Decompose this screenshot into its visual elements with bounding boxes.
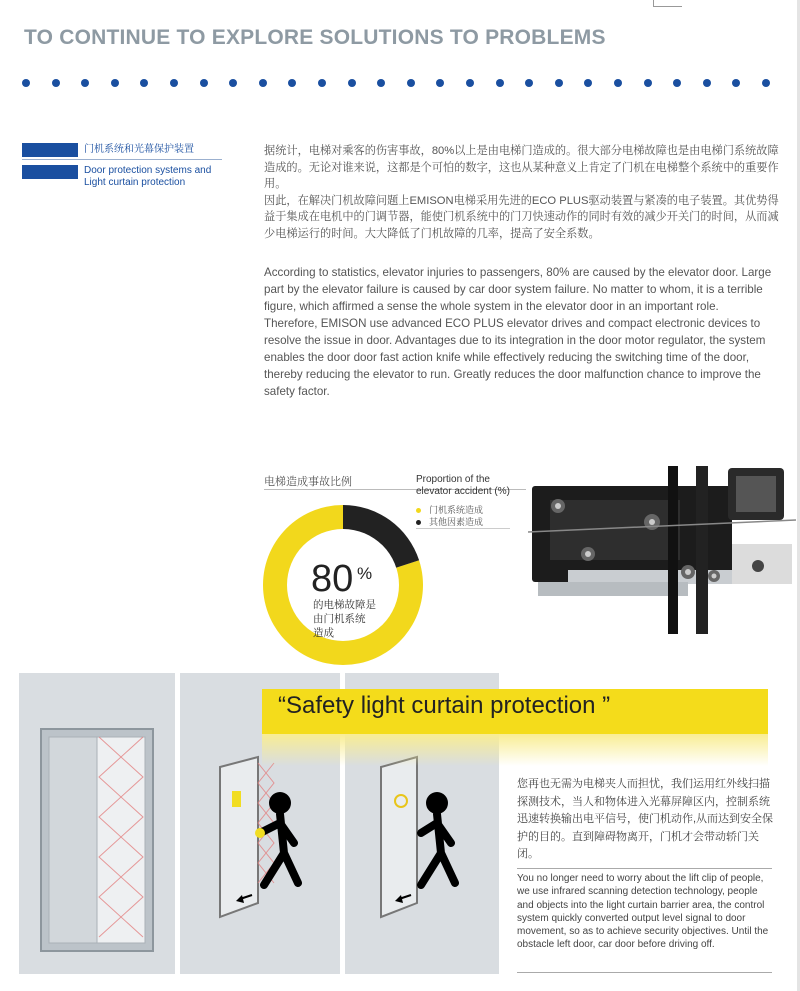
intro-cn-paragraph-1: 据统计，电梯对乘客的伤害事故，80%以上是由电梯门造成的。很大部分电梯故障也是由电梯门系统故障造成的。无论对谁来说，这都是个可怕的数字，这也从某种意义上肯定了门机在电梯整个系统中的重要作用。 <box>264 145 779 190</box>
section-tag-bar-en <box>22 165 78 179</box>
section-tag-en-line1: Door protection systems and <box>84 165 212 176</box>
divider-dot <box>229 79 237 87</box>
divider-dot <box>436 79 444 87</box>
divider-dot <box>703 79 711 87</box>
legend-title <box>416 474 510 498</box>
safety-divider-bottom <box>517 972 772 973</box>
donut-caption-line1: 的电梯故障是 <box>313 599 376 611</box>
safety-text-en: You no longer need to worry about the lift clip of people, we use infrared scanning detection technology, people and objects into the light curtain barrier area, the control system quickly converted output level signal to door movement, so as to achieve security objectives. Until the obstacle left door, car door before driving off. <box>517 873 769 951</box>
divider-dot <box>348 79 356 87</box>
safety-divider <box>517 868 772 869</box>
divider-dot <box>111 79 119 87</box>
intro-chinese <box>264 143 784 242</box>
donut-chart <box>263 505 423 665</box>
donut-caption-line3: 造成 <box>313 627 334 639</box>
divider-dot <box>22 79 30 87</box>
divider-dot <box>140 79 148 87</box>
divider-dot <box>584 79 592 87</box>
section-tag-en-line2: Light curtain protection <box>84 177 186 188</box>
chart-title: 电梯造成事故比例 <box>264 476 352 488</box>
divider-dot <box>555 79 563 87</box>
banner-glow <box>262 734 768 766</box>
divider-dot <box>732 79 740 87</box>
safety-text-cn: 您再也无需为电梯夹人而担忧，我们运用红外线扫描探测技术，当人和物体进入光幕屏障区内，控制系统迅速转换输出电平信号，使门机动作,从而达到安全保护的目的。直到障碍物离开，门机才会带动轿门关闭。 <box>517 778 774 861</box>
divider-dot <box>525 79 533 87</box>
intro-en-paragraph-1: According to statistics, elevator injuries to passengers, 80% are caused by the elevator door. Large part by the elevator failure is caused by car door system failure. No matter to whom, it is a terrible figure, which affirmed a sense the whole system in the elevator door in an important role. <box>264 266 772 313</box>
legend-title-line1: Proportion of the <box>416 474 490 485</box>
intro-en-paragraph-2: Therefore, EMISON use advanced ECO PLUS elevator drives and compact electronic devices to resolve the issue in door. Advantages due to its integration in the door motor regulator, the system enables the door door fast action knife while effectively reducing the switching time of the door, thereby reducing the elevator to run. Greatly reduces the door malfunction chance to improve the safety factor. <box>264 317 766 398</box>
section-tag-en <box>84 165 211 189</box>
panel-closed-door <box>19 673 175 974</box>
intro-cn-paragraph-2: 因此，在解决门机故障问题上EMISON电梯采用先进的ECO PLUS驱动装置与紧凑的电子装置。其优势得益于集成在电机中的门调节器，能使门机系统中的门刀快速动作的同时有效的减少开关门的时间，从而减少电梯运行的时间。大大降低了门机故障的几率，提高了安全系数。 <box>264 194 779 240</box>
divider-dot <box>200 79 208 87</box>
donut-caption-line2: 由门机系统 <box>313 613 366 625</box>
divider-dot <box>644 79 652 87</box>
divider-dot <box>259 79 267 87</box>
divider-dot <box>496 79 504 87</box>
legend-label-door: 门机系统造成 <box>429 505 484 515</box>
safety-banner-title: “Safety light curtain protection ” <box>278 692 611 719</box>
divider-dot <box>377 79 385 87</box>
section-tag-bar-cn <box>22 143 78 157</box>
divider-dot <box>81 79 89 87</box>
legend-rule <box>416 528 510 529</box>
divider-dot <box>170 79 178 87</box>
intro-english <box>264 264 784 400</box>
legend-item-other <box>416 515 483 528</box>
divider-dot <box>614 79 622 87</box>
corner-mark <box>653 0 682 7</box>
donut-center-unit: % <box>357 564 373 583</box>
donut-center-value: 80 <box>311 558 354 600</box>
divider-dot <box>762 79 770 87</box>
divider-dot <box>407 79 415 87</box>
divider-dot <box>673 79 681 87</box>
closed-door-illustration <box>19 673 175 974</box>
divider-dot <box>52 79 60 87</box>
legend-title-line2: elevator accident (%) <box>416 486 510 497</box>
divider-dot <box>466 79 474 87</box>
divider-dot <box>318 79 326 87</box>
door-operator-mechanism-image <box>528 462 796 642</box>
dot-divider <box>18 76 778 90</box>
page-title: TO CONTINUE TO EXPLORE SOLUTIONS TO PROBLEMS <box>24 26 606 49</box>
divider-dot <box>288 79 296 87</box>
section-tag-rule <box>22 159 222 160</box>
section-tag-cn: 门机系统和光幕保护装置 <box>84 144 194 155</box>
legend-label-other: 其他因素造成 <box>429 517 484 527</box>
